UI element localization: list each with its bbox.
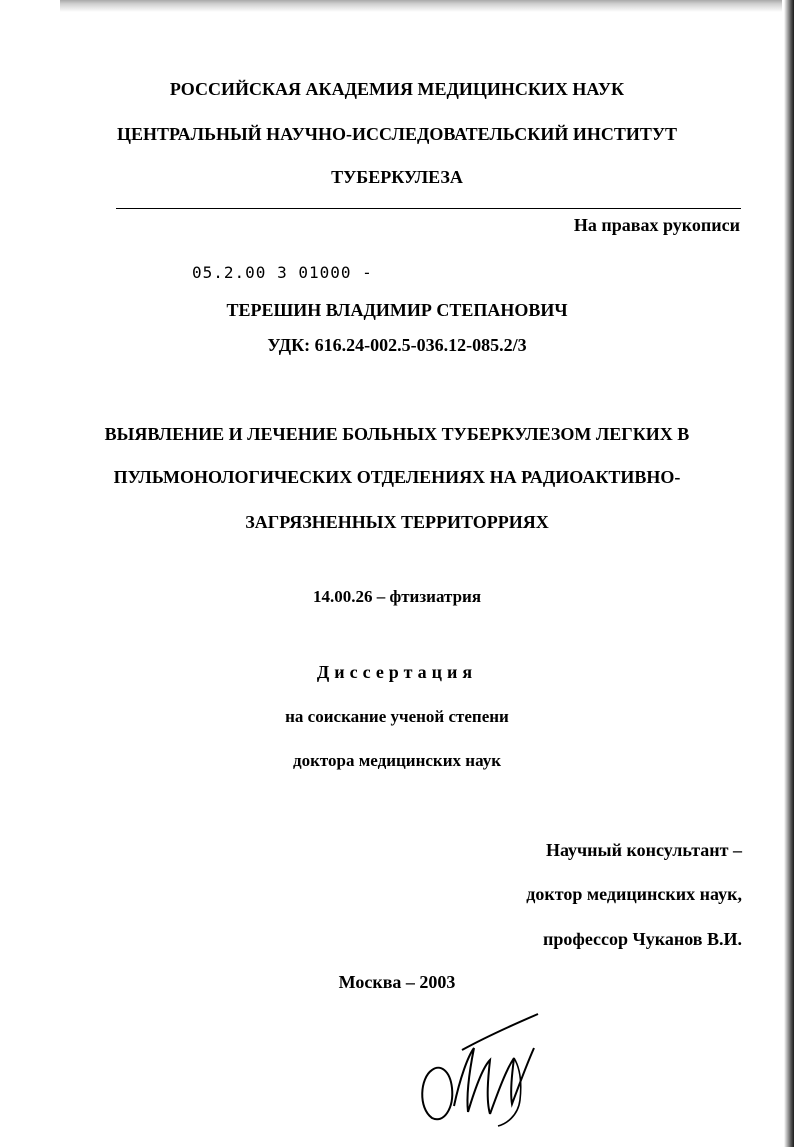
scan-edge-top [60, 0, 794, 14]
author-name: ТЕРЕШИН ВЛАДИМИР СТЕПАНОВИЧ [226, 300, 568, 320]
institute-topic-heading: ТУБЕРКУЛЕЗА [331, 167, 463, 187]
academy-heading: РОССИЙСКАЯ АКАДЕМИЯ МЕДИЦИНСКИХ НАУК [169, 79, 625, 99]
title-line-3: ЗАГРЯЗНЕННЫХ ТЕРРИТОРРИЯХ [245, 512, 549, 532]
header-divider [116, 208, 741, 209]
institute-heading: ЦЕНТРАЛЬНЫЙ НАУЧНО-ИССЛЕДОВАТЕЛЬСКИЙ ИНСТИТУТ [116, 124, 678, 144]
consultant-name: профессор Чуканов В.И. [543, 929, 742, 949]
handwritten-signature-icon [410, 1008, 550, 1128]
consultant-degree: доктор медицинских наук, [526, 884, 742, 904]
manuscript-note: На правах рукописи [573, 215, 740, 235]
dissertation-label: Диссертация [316, 662, 478, 682]
degree-name: доктора медицинских наук [292, 751, 502, 770]
degree-purpose: на соискание ученой степени [285, 707, 509, 726]
consultant-role: Научный консультант – [545, 840, 742, 860]
udk-code: УДК: 616.24-002.5-036.12-085.2/3 [267, 335, 527, 355]
title-line-2: ПУЛЬМОНОЛОГИЧЕСКИХ ОТДЕЛЕНИЯХ НА РАДИОАКТИВНО- [113, 467, 681, 487]
specialty-code: 14.00.26 – фтизиатрия [312, 587, 482, 606]
place-year: Москва – 2003 [338, 972, 456, 992]
title-line-1: ВЫЯВЛЕНИЕ И ЛЕЧЕНИЕ БОЛЬНЫХ ТУБЕРКУЛЕЗОМ ЛЕГКИХ В [104, 424, 690, 444]
stamp-number: 05.2.00 3 01000 - [192, 263, 373, 282]
